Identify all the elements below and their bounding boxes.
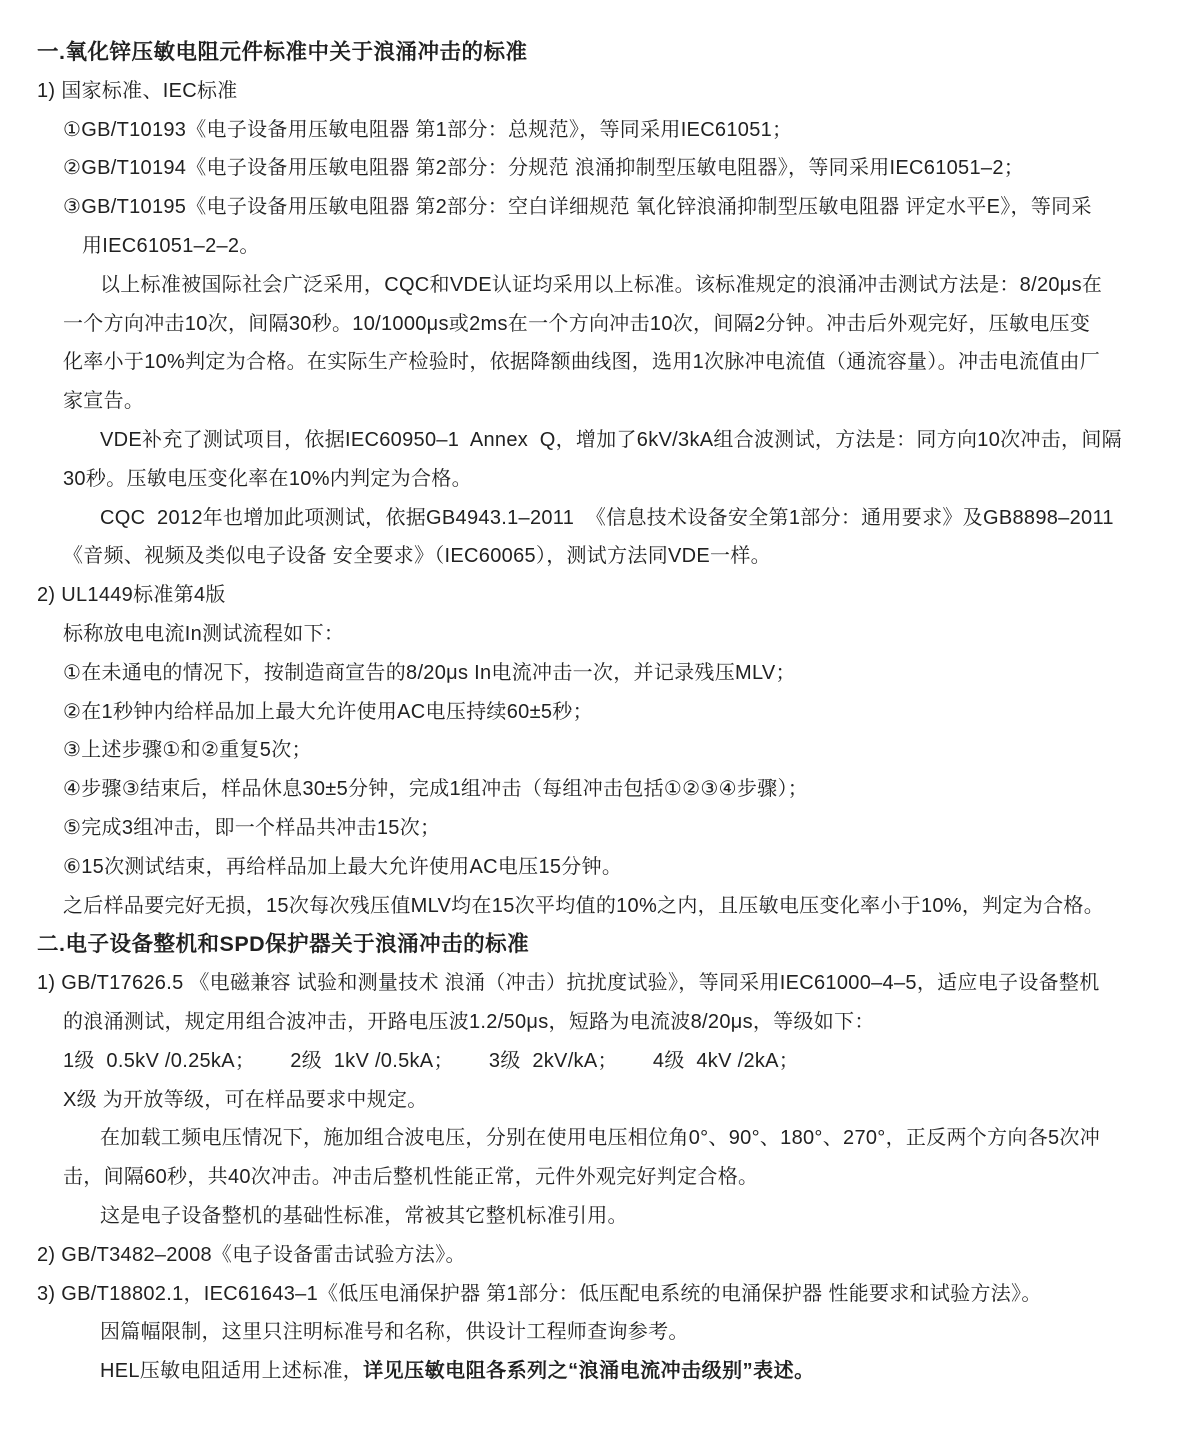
text-line: 因篇幅限制，这里只注明标准号和名称，供设计工程师查询参考。: [100, 1321, 689, 1344]
text-segment-bold: 详见压敏电阻各系列之“浪涌电流冲击级别”表述。: [363, 1360, 815, 1383]
text-line: 之后样品要完好无损，15次每次残压值MLV均在15次平均值的10%之内，且压敏电压变化率小于10%，判定为合格。: [63, 894, 1104, 917]
text-line: ④步骤③结束后，样品休息30±5分钟，完成1组冲击（每组冲击包括①②③④步骤）；: [63, 778, 809, 801]
text-line: 2) UL1449标准第4版: [37, 584, 226, 607]
text-line: 30秒。压敏电压变化率在10%内判定为合格。: [63, 467, 472, 490]
text-line: CQC 2012年也增加此项测试，依据GB4943.1–2011 《信息技术设备安全第1部分：通用要求》及GB8898–2011: [100, 506, 1114, 529]
text-line: ⑥15次测试结束，再给样品加上最大允许使用AC电压15分钟。: [63, 855, 623, 878]
text-line: ②GB/T10194《电子设备用压敏电阻器 第2部分：分规范 浪涌抑制型压敏电阻器》，等同采用IEC61051–2；: [63, 157, 1025, 180]
text-line: 家宣告。: [63, 390, 145, 413]
text-line: ①GB/T10193《电子设备用压敏电阻器 第1部分：总规范》，等同采用IEC61051；: [63, 118, 793, 141]
text-line: VDE补充了测试项目，依据IEC60950–1 Annex Q，增加了6kV/3kA组合波测试，方法是：同方向10次冲击，间隔: [100, 428, 1122, 451]
text-line: 一个方向冲击10次，间隔30秒。10/1000μs或2ms在一个方向冲击10次，间隔2分钟。冲击后外观完好，压敏电压变: [63, 312, 1091, 335]
text-line: 2) GB/T3482–2008《电子设备雷击试验方法》。: [37, 1243, 466, 1266]
text-line: 化率小于10%判定为合格。在实际生产检验时，依据降额曲线图，选用1次脉冲电流值（通流容量）。冲击电流值由厂: [63, 351, 1101, 374]
text-line: ③上述步骤①和②重复5次；: [63, 739, 312, 762]
text-line: 标称放电电流In测试流程如下：: [63, 622, 345, 645]
text-line: 以上标准被国际社会广泛采用，CQC和VDE认证均采用以上标准。该标准规定的浪涌冲击测试方法是：8/20μs在: [100, 273, 1103, 296]
section-heading: 一.氧化锌压敏电阻元件标准中关于浪涌冲击的标准: [37, 40, 528, 64]
text-line: 这是电子设备整机的基础性标准，常被其它整机标准引用。: [100, 1204, 628, 1227]
text-line: 3) GB/T18802.1，IEC61643–1《低压电涌保护器 第1部分：低压配电系统的电涌保护器 性能要求和试验方法》。: [37, 1282, 1042, 1305]
text-line: 《音频、视频及类似电子设备 安全要求》（IEC60065），测试方法同VDE一样。: [63, 545, 771, 568]
text-line: 1) GB/T17626.5 《电磁兼容 试验和测量技术 浪涌（冲击）抗扰度试验》，等同采用IEC61000–4–5，适应电子设备整机: [37, 972, 1100, 995]
text-line: 1) 国家标准、IEC标准: [37, 79, 238, 102]
text-line: 击，间隔60秒，共40次冲击。冲击后整机性能正常，元件外观完好判定合格。: [63, 1166, 759, 1189]
text-line: 用IEC61051–2–2。: [82, 234, 260, 257]
section-heading: 二.电子设备整机和SPD保护器关于浪涌冲击的标准: [37, 932, 530, 957]
text-line: 在加载工频电压情况下，施加组合波电压，分别在使用电压相位角0°、90°、180°、270°，正反两个方向各5次冲: [100, 1127, 1101, 1150]
text-line: ③GB/T10195《电子设备用压敏电阻器 第2部分：空白详细规范 氧化锌浪涌抑制型压敏电阻器 评定水平E》，等同采: [63, 196, 1092, 219]
text-line: ⑤完成3组冲击，即一个样品共冲击15次；: [63, 816, 441, 839]
text-line: X级 为开放等级，可在样品要求中规定。: [63, 1088, 428, 1111]
text-line: 1级 0.5kV /0.25kA； 2级 1kV /0.5kA； 3级 2kV/kA； 4级 4kV /2kA；: [63, 1049, 800, 1072]
text-line: ②在1秒钟内给样品加上最大允许使用AC电压持续60±5秒；: [63, 700, 593, 723]
text-line: ①在未通电的情况下，按制造商宣告的8/20μs In电流冲击一次，并记录残压MLV；: [63, 661, 796, 684]
text-line: [0, 1352, 1200, 1391]
text-segment: HEL压敏电阻适用上述标准，: [100, 1360, 364, 1383]
text-line: 的浪涌测试，规定用组合波冲击，开路电压波1.2/50μs，短路为电流波8/20μs，等级如下：: [63, 1010, 875, 1033]
